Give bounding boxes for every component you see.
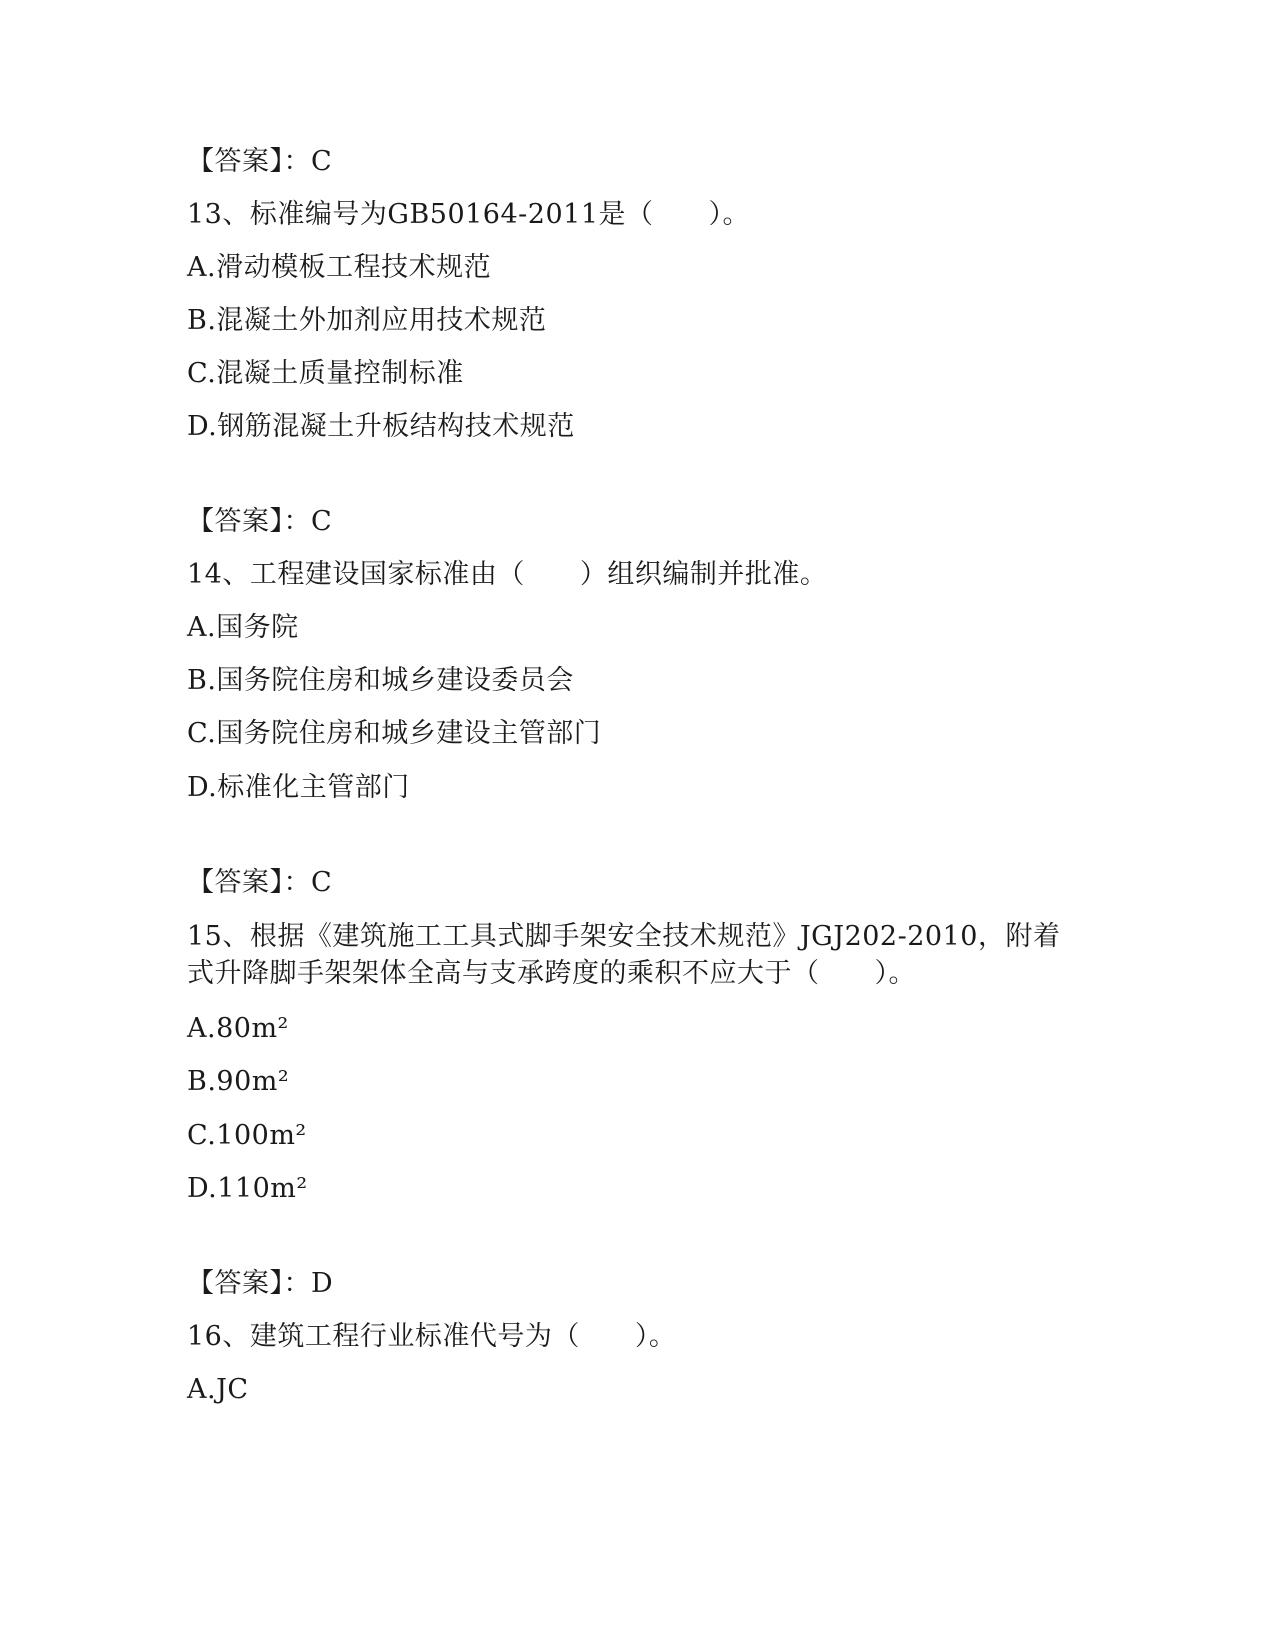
question-16: 16、建筑工程行业标准代号为（ ）。	[187, 1321, 677, 1352]
answer-12: 【答案】：C	[187, 146, 333, 177]
option-15-c: C.100m²	[187, 1120, 307, 1151]
answer-14: 【答案】：C	[187, 867, 333, 898]
option-13-a: A.滑动模板工程技术规范	[187, 252, 492, 283]
option-14-a: A.国务院	[187, 612, 299, 643]
option-16-a: A.JC	[187, 1374, 249, 1405]
option-14-d: D.标准化主管部门	[187, 772, 410, 803]
option-14-b: B.国务院住房和城乡建设委员会	[187, 665, 574, 696]
answer-13: 【答案】：C	[187, 506, 333, 537]
option-15-a: A.80m²	[187, 1013, 289, 1044]
option-13-c: C.混凝土质量控制标准	[187, 358, 464, 389]
question-13: 13、标准编号为GB50164-2011是（ ）。	[187, 199, 750, 230]
answer-15: 【答案】：D	[187, 1268, 334, 1299]
question-14: 14、工程建设国家标准由（ ）组织编制并批准。	[187, 559, 828, 590]
option-13-b: B.混凝土外加剂应用技术规范	[187, 305, 547, 336]
option-15-b: B.90m²	[187, 1066, 290, 1097]
option-13-d: D.钢筋混凝土升板结构技术规范	[187, 411, 575, 442]
option-14-c: C.国务院住房和城乡建设主管部门	[187, 718, 602, 749]
question-15: 15、根据《建筑施工工具式脚手架安全技术规范》JGJ202-2010，附着式升降脚手架架体全高与支承跨度的乘积不应大于（ ）。	[187, 921, 1061, 989]
option-15-d: D.110m²	[187, 1173, 308, 1204]
